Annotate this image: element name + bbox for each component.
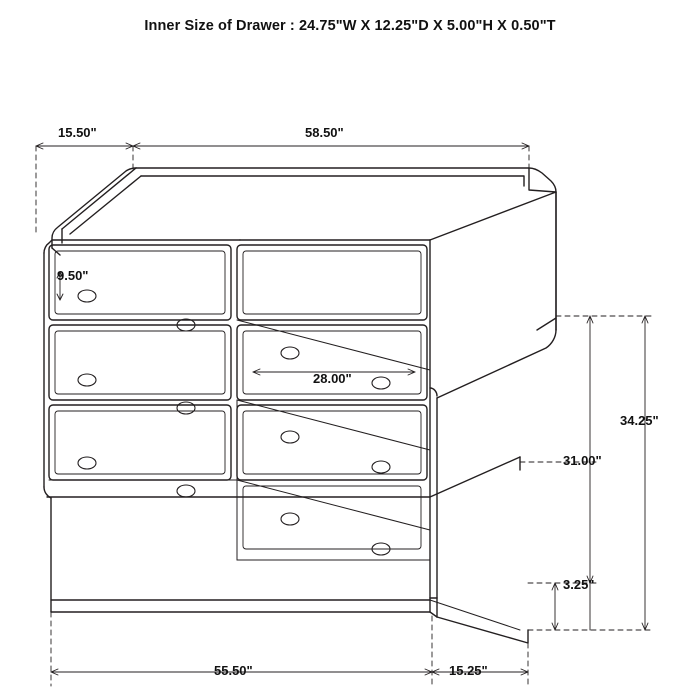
knob-bottom-right-a — [281, 513, 299, 525]
top-right-corner-curve — [529, 168, 556, 192]
top-right-edge — [136, 168, 556, 330]
plinth-lower-side-line — [430, 600, 520, 630]
drawer-front-middle-left — [49, 325, 231, 400]
knob-top-right-a — [281, 347, 299, 359]
drawer-front-top-right — [237, 245, 427, 320]
knob-bottom-left-a — [78, 457, 96, 469]
drawer-front-bottom-left — [49, 405, 231, 480]
drawer-bevel-top-right — [243, 251, 421, 314]
top-surface-inner — [141, 176, 524, 186]
knob-top-left-a — [78, 290, 96, 302]
cabinet-right-corner-round — [430, 388, 437, 396]
plinth-top-side — [430, 457, 520, 497]
dimension-label-overall-height: 34.25" — [620, 413, 659, 428]
cabinet-side-top-edge — [430, 192, 556, 240]
knob-top-right-b — [372, 377, 390, 389]
plinth-right-side — [437, 617, 528, 643]
page-title: Inner Size of Drawer : 24.75"W X 12.25"D X 5.00"H X 0.50"T — [144, 18, 556, 34]
drawer-perspective-line-1 — [237, 320, 430, 370]
dimension-label-drawer-width: 28.00" — [313, 371, 352, 386]
cabinet-left-top-curve — [44, 240, 52, 253]
knob-middle-left-a — [78, 374, 96, 386]
drawer-bevel-bottom-left — [55, 411, 225, 474]
top-surface-inner-left — [70, 176, 141, 234]
dimension-label-cabinet-height: 31.00" — [563, 453, 602, 468]
top-left-slope — [62, 168, 136, 229]
dimension-label-base-width: 55.50" — [214, 663, 253, 678]
drawer-perspective-line-2 — [237, 400, 430, 450]
drawer-perspective-line-3 — [237, 480, 430, 530]
cabinet-side-bottom-curve — [437, 330, 556, 398]
knob-bottom-left-b — [177, 485, 195, 497]
dimension-lines — [36, 143, 652, 686]
knob-middle-right-a — [281, 431, 299, 443]
dimension-label-top-width: 58.50" — [305, 125, 344, 140]
knob-middle-right-b — [372, 461, 390, 473]
drawer-bevel-bottom-right — [243, 411, 421, 474]
knob-middle-left-b — [177, 402, 195, 414]
top-front-lip — [52, 168, 136, 248]
dimension-label-top-depth: 15.50" — [58, 125, 97, 140]
dimension-label-base-height: 3.25" — [563, 577, 595, 592]
drawer-bevel-extra-right — [243, 486, 421, 549]
dimension-label-drawer-height: 9.50" — [57, 268, 89, 283]
drawer-front-middle-right — [237, 325, 427, 400]
plinth-corner — [430, 612, 437, 617]
dimension-label-base-depth: 15.25" — [449, 663, 488, 678]
knob-group — [78, 290, 390, 555]
drawer-front-bottom-right — [237, 405, 427, 480]
